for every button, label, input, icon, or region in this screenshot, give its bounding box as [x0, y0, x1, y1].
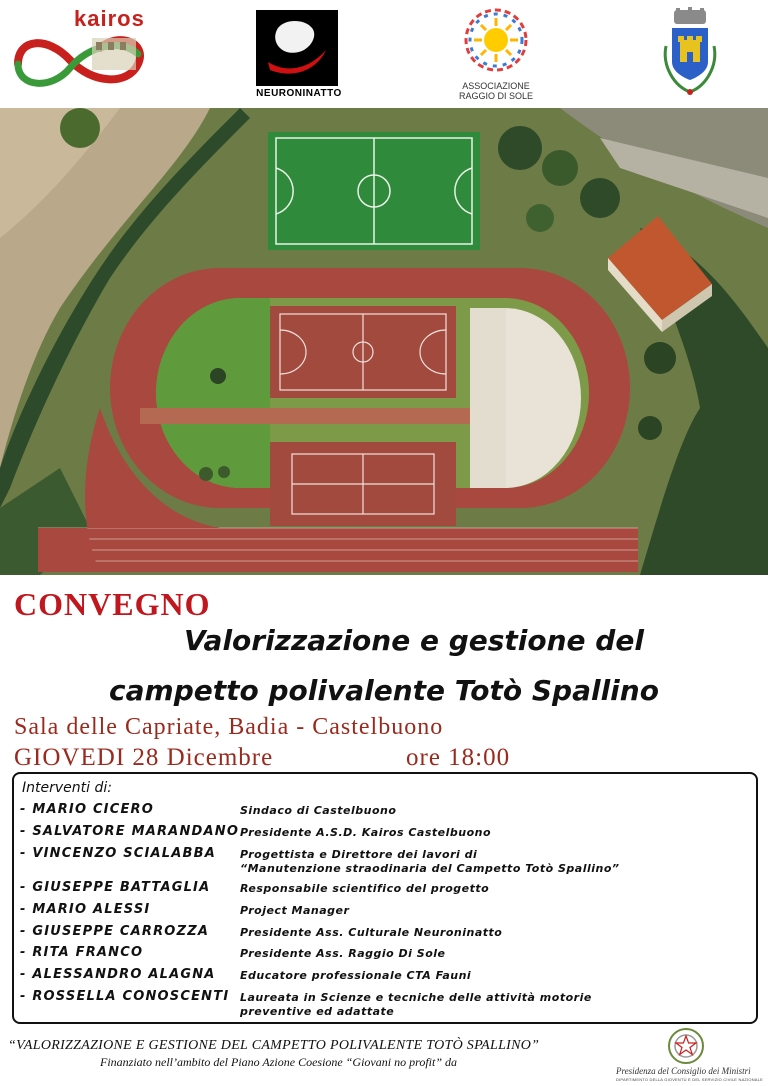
speaker-name: - ALESSANDRO ALAGNA	[20, 967, 216, 982]
event-title-line2: campetto polivalente Totò Spallino	[109, 674, 659, 707]
raggio-wordmark-line2: RAGGIO DI SOLE	[458, 91, 534, 101]
speaker-name: - GIUSEPPE CARROZZA	[20, 924, 210, 939]
neuroninatto-wordmark: NEURONINATTO	[256, 88, 342, 99]
speaker-name: - GIUSEPPE BATTAGLIA	[20, 880, 211, 895]
castelbuono-crest	[656, 6, 724, 102]
speakers-heading: Interventi di:	[22, 780, 112, 796]
event-time: ore 18:00	[406, 744, 511, 771]
star-emblem-icon	[664, 1026, 708, 1066]
speaker-name: - MARIO CICERO	[20, 802, 155, 817]
kairos-wordmark: kairos	[74, 6, 145, 31]
speaker-name: - SALVATORE MARANDANO	[20, 824, 240, 839]
convegno-label: CONVEGNO	[14, 586, 211, 622]
speaker-role: Responsabile scientifico del progetto	[240, 882, 490, 895]
event-venue: Sala delle Capriate, Badia - Castelbuono	[14, 714, 444, 740]
speaker-role: Laureata in Scienze e tecniche delle attività motorie preventive ed adattate	[240, 991, 592, 1018]
raggio-wordmark-line1: ASSOCIAZIONE	[462, 81, 530, 91]
speaker-name: - VINCENZO SCIALABBA	[20, 846, 217, 861]
speaker-role: Progettista e Direttore dei lavori di “Manutenzione straodinaria del Campetto Totò Spallino”	[240, 848, 620, 875]
speaker-role: Project Manager	[240, 904, 350, 917]
neuroninatto-mark-icon	[256, 10, 338, 86]
event-title-line1: Valorizzazione e gestione del	[184, 624, 644, 657]
speaker-name: - RITA FRANCO	[20, 945, 144, 960]
event-date: GIOVEDI 28 Dicembre	[14, 744, 274, 771]
speaker-name: - MARIO ALESSI	[20, 902, 151, 917]
speaker-role: Sindaco di Castelbuono	[240, 804, 397, 817]
speaker-role: Presidente A.S.D. Kairos Castelbuono	[240, 826, 492, 839]
speakers-box	[12, 772, 758, 1024]
logo-header	[0, 0, 768, 108]
speaker-name: - ROSSELLA CONOSCENTI	[20, 989, 230, 1004]
aerial-photo-sports-complex	[0, 108, 768, 575]
italian-republic-emblem	[664, 1026, 708, 1066]
neuroninatto-logo	[256, 10, 342, 102]
footer-project-title: “VALORIZZAZIONE E GESTIONE DEL CAMPETTO POLIVALENTE TOTÒ SPALLINO”	[8, 1038, 540, 1053]
speaker-role: Presidente Ass. Culturale Neuroninatto	[240, 926, 503, 939]
kairos-logo	[8, 8, 156, 100]
sun-children-icon	[452, 4, 540, 76]
presidency-label: Presidenza del Consiglio dei Ministri	[616, 1066, 751, 1076]
raggio-di-sole-logo	[452, 4, 540, 104]
coat-of-arms-icon	[656, 6, 724, 102]
speaker-role: Educatore professionale CTA Fauni	[240, 969, 472, 982]
department-label: DIPARTIMENTO DELLA GIOVENTÙ E DEL SERVIZIO CIVILE NAZIONALE	[616, 1077, 763, 1082]
speaker-role: Presidente Ass. Raggio Di Sole	[240, 947, 446, 960]
footer-funding-note: Finanziato nell’ambito del Piano Azione Coesione “Giovani no profit” da	[100, 1055, 457, 1069]
